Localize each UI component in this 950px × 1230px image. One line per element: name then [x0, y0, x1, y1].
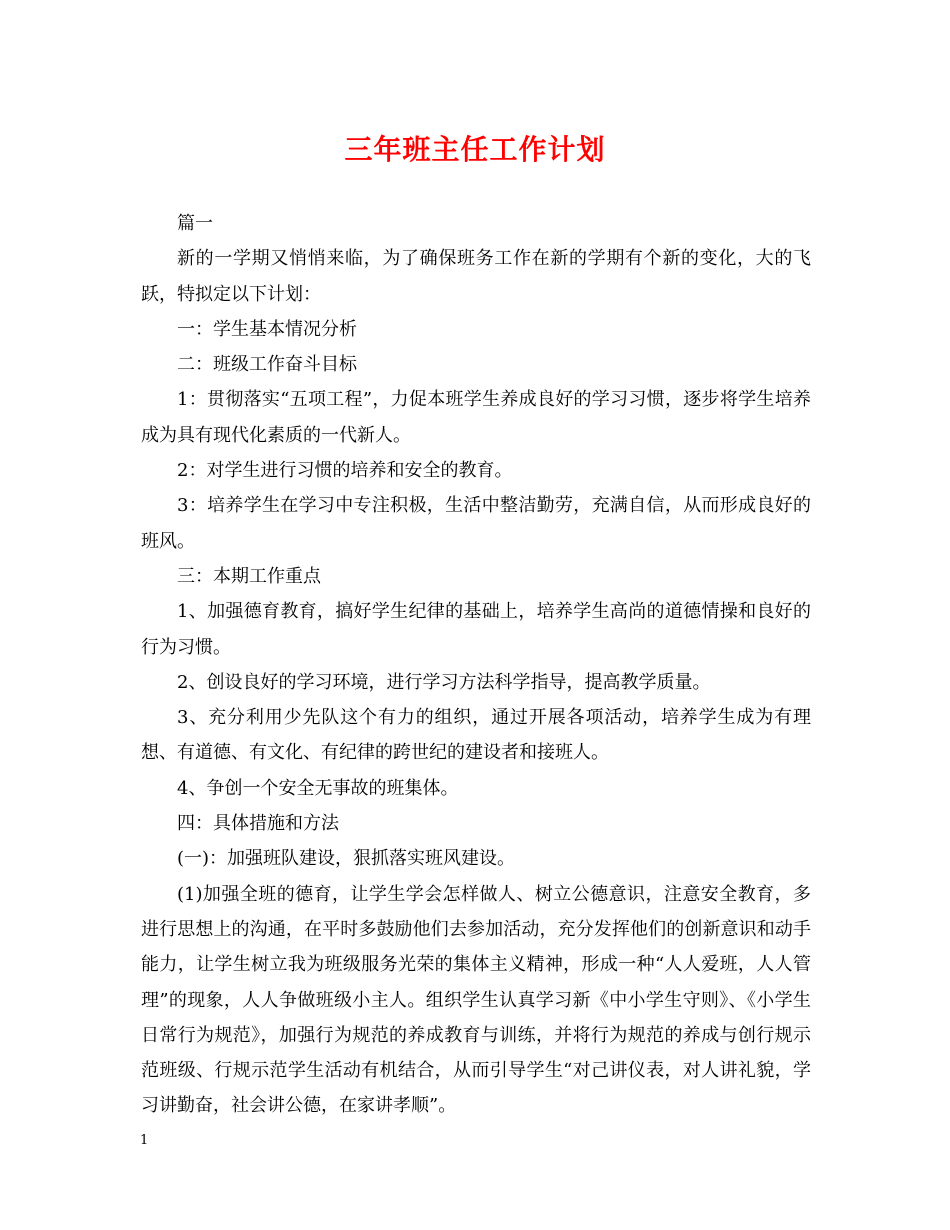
document-title: 三年班主任工作计划 — [344, 133, 606, 166]
paragraph: 新的一学期又悄悄来临，为了确保班务工作在新的学期有个新的变化，大的飞跃，特拟定以下计划： — [141, 248, 811, 305]
paragraph: 4、争创一个安全无事故的班集体。 — [177, 777, 459, 799]
paragraph: 2：对学生进行习惯的培养和安全的教育。 — [177, 460, 513, 482]
paragraph: 2、创设良好的学习环境，进行学习方法科学指导，提高教学质量。 — [177, 671, 711, 693]
document-body — [141, 206, 811, 1124]
paragraph: 3、充分利用少先队这个有力的组织，通过开展各项活动，培养学生成为有理想、有道德、有文化、有纪律的跨世纪的建设者和接班人。 — [141, 707, 811, 764]
paragraph: 1、加强德育教育，搞好学生纪律的基础上，培养学生高尚的道德情操和良好的行为习惯。 — [141, 601, 811, 658]
paragraph: 1：贯彻落实“五项工程”，力促本班学生养成良好的学习习惯，逐步将学生培养成为具有现代化素质的一代新人。 — [141, 389, 811, 446]
paragraph: (1)加强全班的德育，让学生学会怎样做人、树立公德意识，注意安全教育，多进行思想上的沟通，在平时多鼓励他们去参加活动，充分发挥他们的创新意识和动手能力，让学生树立我为班级服务光荣的集体主义精神，形成一种“人人爱班，人人管理”的现象，人人争做班级小主人。组织学生认真学习新《中小学生守则》、《小学生日常行为规范》，加强行为规范的养成教育与训练，并将行为规范的养成与创行规示范班级、行规示范学生活动有机结合，从而引导学生“对己讲仪表，对人讲礼貌，学习讲勤奋，社会讲公德，在家讲孝顺”。 — [141, 883, 811, 1117]
paragraph: 四：具体措施和方法 — [177, 813, 339, 835]
paragraph: 二：班级工作奋斗目标 — [177, 354, 357, 376]
page-number: 1 — [140, 1133, 149, 1148]
paragraph: (一)：加强班队建设，狠抓落实班风建设。 — [177, 848, 516, 870]
paragraph: 3：培养学生在学习中专注积极，生活中整洁勤劳，充满自信，从而形成良好的班风。 — [141, 495, 811, 552]
paragraph: 一：学生基本情况分析 — [177, 318, 357, 340]
paragraph: 三：本期工作重点 — [177, 565, 321, 587]
paragraph: 篇一 — [177, 213, 213, 234]
